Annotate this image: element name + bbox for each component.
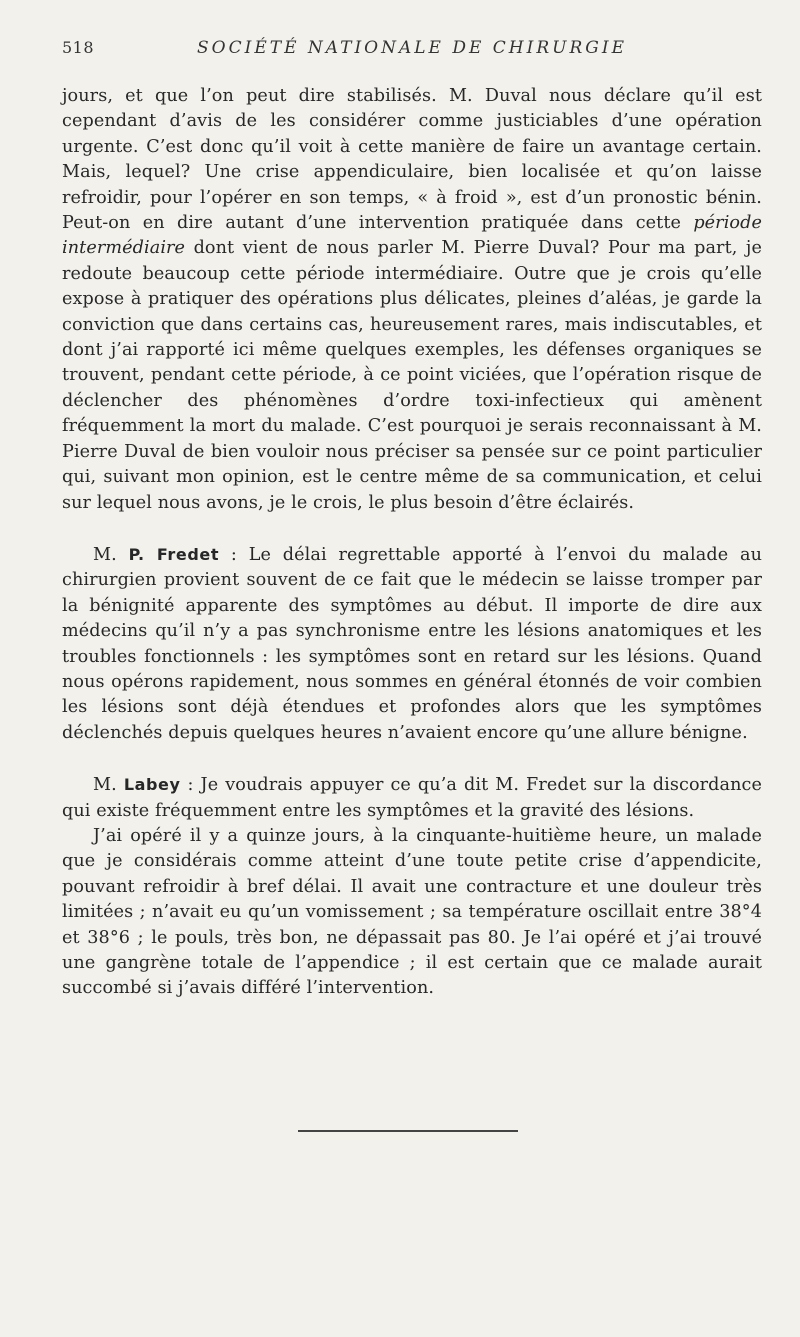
paragraph-text: jours, et que l’on peut dire stabilisés. M. Duval nous déclare qu’il est cependant d’avis de les considérer comme justiciables d’une opération urgente. C’est donc qu’il voit à cette manière de faire un avantage certain. Mais, lequel? Une crise appendiculaire, bien localisée et qu’on laisse refroidir, pour l’opérer en son temps, « à froid », est d’un pronostic bénin. Peut-on en dire autant d’une intervention pratiquée dans cette [62,86,762,234]
italic-term: période intermédiaire [62,213,762,259]
body-text [62,84,762,1002]
speaker-title: M. [93,775,117,796]
paragraph-continuation [62,84,762,516]
paragraph-labey-case [62,824,762,1002]
paragraph-text: dont vient de nous parler M. Pierre Duval? Pour ma part, je redoute beaucoup cette période intermédiaire. Outre que je crois qu’elle expose à pratiquer des opérations plus délicates, pleines d’aléas, je garde la conviction que dans certains cas, heureusement rares, mais indiscutables, et dont j’ai rapporté ici même quelques exemples, les défenses organiques se trouvent, pendant cette période, à ce point viciées, que l’opération risque de déclencher des phénomènes d’ordre toxi-infectieux qui amènent fréquemment la mort du malade. C’est pourquoi je serais reconnaissant à M. Pierre Duval de bien vouloir nous préciser sa pensée sur ce point particulier qui, suivant mon opinion, est le centre même de sa communication, et celui sur lequel nous avons, je le crois, le plus besoin d’être éclairés. [62,238,762,513]
paragraph-fredet [62,542,762,746]
closing-rule [298,1130,518,1132]
speaker-title: M. [93,544,117,565]
running-title: SOCIÉTÉ NATIONALE DE CHIRURGIE [197,38,627,58]
paragraph-text: : Le délai regrettable apporté à l’envoi du malade au chirurgien provient souvent de ce fait que le médecin se laisse tromper par la bénignité apparente des symptômes au début. Il importe de dire aux médecins qu’il n’y a pas synchronisme entre les lésions anatomiques et les troubles fonctionnels : les symptômes sont en retard sur les lésions. Quand nous opérons rapidement, nous sommes en général étonnés de voir combien les lésions sont déjà étendues et profondes alors que les symptômes déclenchés depuis quelques heures n’avaient encore qu’une allure bénigne. [62,544,762,743]
page-header [62,38,762,62]
page-number: 518 [62,38,95,57]
paragraph-text: : Je voudrais appuyer ce qu’a dit M. Fredet sur la discordance qui existe fréquemment entre les symptômes et la gravité des lésions. [62,775,762,821]
speaker-name: P. Fredet [128,544,220,564]
speaker-name: Labey [123,775,181,795]
paragraph-labey [62,772,762,824]
paragraph-text: J’ai opéré il y a quinze jours, à la cinquante-huitième heure, un malade que je considérais comme atteint d’une toute petite crise d’appendicite, pouvant refroidir à bref délai. Il avait une contracture et une douleur très limitées ; n’avait eu qu’un vomissement ; sa température oscillait entre 38°4 et 38°6 ; le pouls, très bon, ne dépassait pas 80. Je l’ai opéré et j’ai trouvé une gangrène totale de l’appendice ; il est certain que ce malade aurait succombé si j’avais différé l’intervention. [62,825,762,999]
